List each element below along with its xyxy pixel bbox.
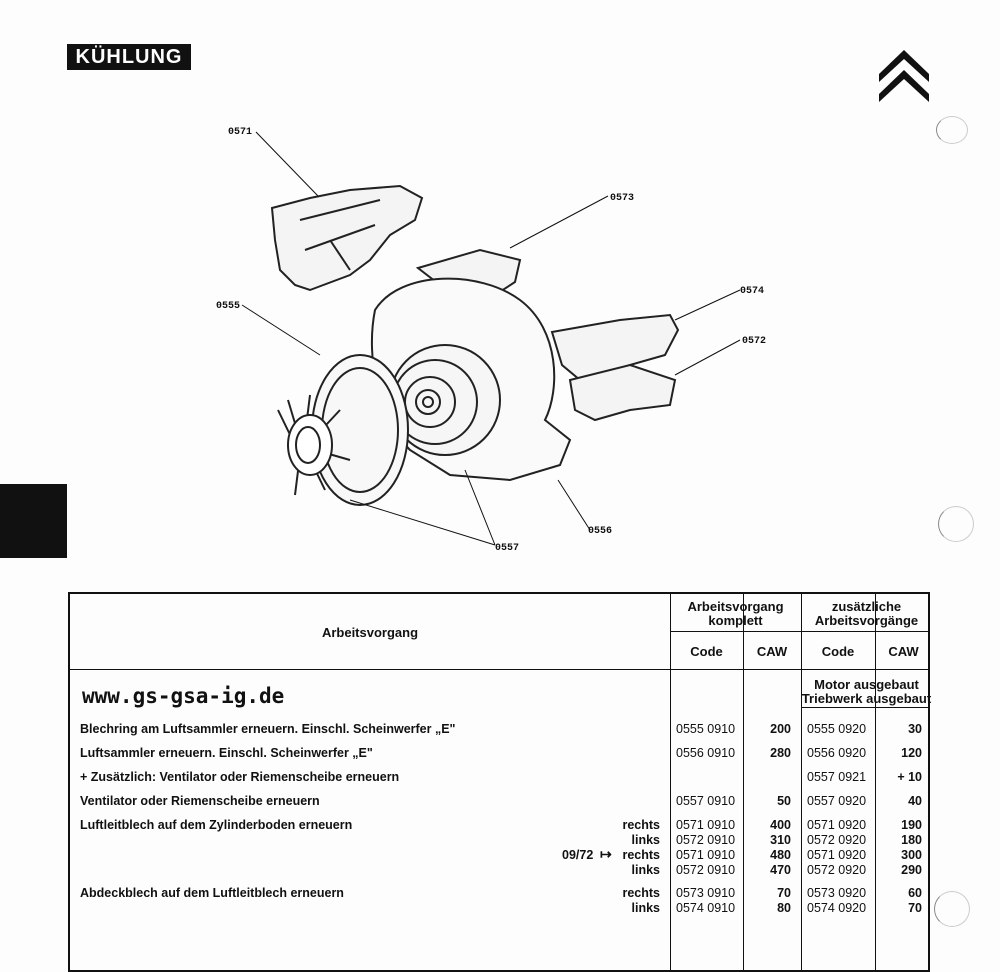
task-row-code: 0555 0910 (676, 722, 736, 736)
side-label: links (631, 901, 660, 915)
abdeck-line-caw: 70 (777, 886, 791, 900)
luftleit-line-caw-additional: 290 (901, 863, 922, 877)
header-complete-line2: komplett (708, 613, 763, 628)
luftleit-line-code: 0572 0910 (676, 833, 736, 847)
date-marker: 09/72 (562, 848, 594, 862)
task-row-caw-additional: + 10 (897, 770, 922, 784)
abdeck-line-code-additional: 0573 0920 (807, 886, 867, 900)
abdeck-line-code: 0574 0910 (676, 901, 736, 915)
task-row-code-additional: 0556 0920 (807, 746, 867, 760)
task-row-code-additional: 0557 0921 (807, 770, 867, 784)
abdeck-line-code-additional: 0574 0920 (807, 901, 867, 915)
task-row-code: 0557 0910 (676, 794, 736, 808)
luftleit-line-code: 0571 0910 (676, 818, 736, 832)
task-row-description: Abdeckblech auf dem Luftleitblech erneuern (80, 886, 344, 900)
callout-0555: 0555 (216, 301, 241, 312)
section-title: KÜHLUNG (67, 44, 191, 70)
double-chevron-icon (874, 42, 934, 102)
task-row-caw: 200 (770, 722, 791, 736)
luftleit-line-caw: 400 (770, 818, 791, 832)
cooling-parts-diagram (200, 110, 800, 570)
abdeck-line-caw-additional: 70 (908, 901, 922, 915)
website-watermark: www.gs-gsa-ig.de (82, 684, 285, 708)
header-additional-line1: zusätzliche (831, 599, 902, 614)
header-caw: CAW (756, 644, 788, 659)
luftleit-line-caw-additional: 190 (901, 818, 922, 832)
luftleit-line-caw: 310 (770, 833, 791, 847)
header-additional-line2: Arbeitsvorgänge (814, 613, 919, 628)
luftleit-line-code-additional: 0572 0920 (807, 833, 867, 847)
task-row-caw-additional: 30 (908, 722, 922, 736)
luftleit-line-caw: 470 (770, 863, 791, 877)
task-row-caw: 50 (777, 794, 791, 808)
task-row-code-additional: 0557 0920 (807, 794, 867, 808)
punch-hole (936, 116, 968, 144)
callout-0572: 0572 (742, 336, 767, 347)
task-row-code: 0556 0910 (676, 746, 736, 760)
task-row-description: Luftleitblech auf dem Zylinderboden erneuern (80, 818, 353, 832)
punch-hole (938, 506, 974, 542)
task-row-description: Luftsammler erneuern. Einschl. Scheinwerfer „E" (80, 746, 373, 760)
task-row-caw-additional: 120 (901, 746, 922, 760)
punch-hole (934, 891, 970, 927)
luftleit-line-code: 0572 0910 (676, 863, 736, 877)
luftleit-line-code-additional: 0572 0920 (807, 863, 867, 877)
luftleit-line-caw: 480 (770, 848, 791, 862)
header-code-additional: Code (821, 644, 855, 659)
callout-0556: 0556 (588, 526, 613, 537)
task-row-description: Ventilator oder Riemenscheibe erneuern (80, 794, 320, 808)
task-row-description: + Zusätzlich: Ventilator oder Riemenscheibe erneuern (80, 770, 400, 784)
abdeck-line-caw-additional: 60 (908, 886, 922, 900)
luftleit-line-code-additional: 0571 0920 (807, 818, 867, 832)
task-row-code-additional: 0555 0920 (807, 722, 867, 736)
callout-0574: 0574 (740, 286, 765, 297)
condition-line1: Motor ausgebaut (814, 677, 919, 692)
callout-0571: 0571 (228, 127, 253, 138)
abdeck-line-caw: 80 (777, 901, 791, 915)
task-row-caw: 280 (770, 746, 791, 760)
condition-line2: Triebwerk ausgebaut (801, 691, 932, 706)
labour-table (68, 592, 930, 972)
side-label: links (631, 863, 660, 877)
callout-0573: 0573 (610, 193, 635, 204)
arrow-icon: ↦ (600, 846, 612, 862)
header-task: Arbeitsvorgang (321, 625, 419, 640)
luftleit-line-code: 0571 0910 (676, 848, 736, 862)
side-label: rechts (622, 848, 660, 862)
task-row-caw-additional: 40 (908, 794, 922, 808)
task-row-description: Blechring am Luftsammler erneuern. Einschl. Scheinwerfer „E" (80, 722, 456, 736)
side-label: rechts (622, 818, 660, 832)
header-caw-additional: CAW (888, 644, 919, 659)
luftleit-line-caw-additional: 180 (901, 833, 922, 847)
abdeck-line-code: 0573 0910 (676, 886, 736, 900)
luftleit-line-caw-additional: 300 (901, 848, 922, 862)
section-tab-marker (0, 484, 67, 558)
header-code: Code (690, 644, 723, 659)
side-label: rechts (622, 886, 660, 900)
header-complete-line1: Arbeitsvorgang (687, 599, 784, 614)
side-label: links (631, 833, 660, 847)
luftleit-line-code-additional: 0571 0920 (807, 848, 867, 862)
callout-0557: 0557 (495, 543, 520, 554)
